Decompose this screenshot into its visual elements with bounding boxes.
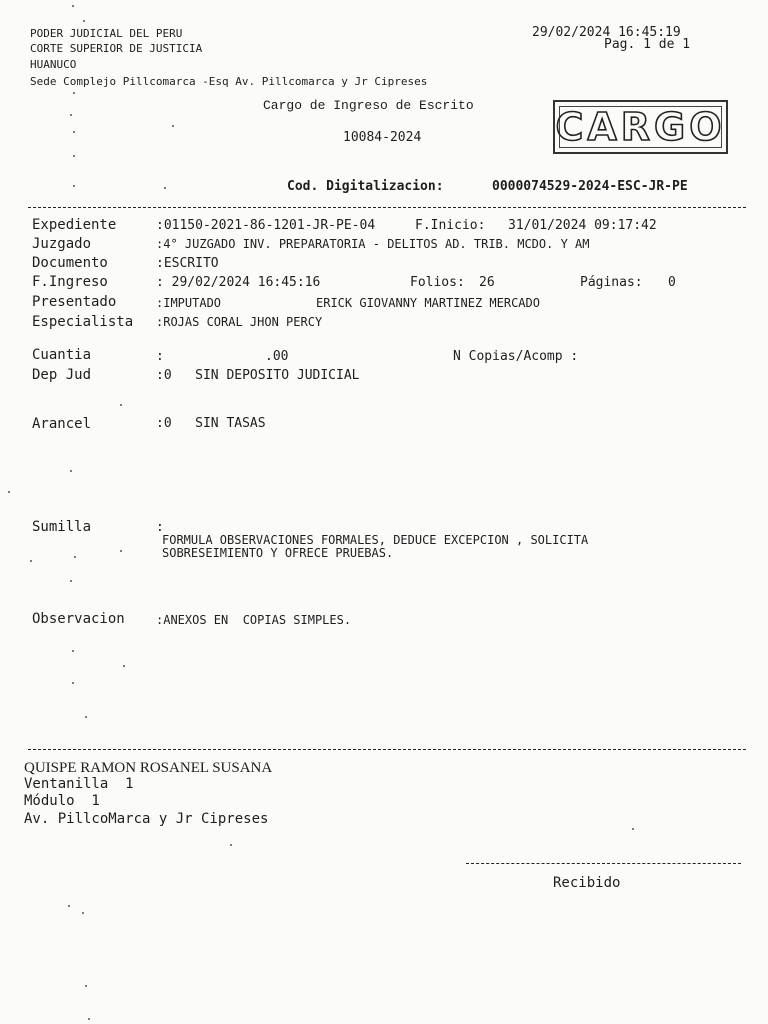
sumilla-label: Sumilla [32, 519, 92, 535]
scan-speck [123, 665, 125, 667]
folios-label: Folios: [410, 275, 465, 290]
fecha-ingreso-value: : 29/02/2024 16:45:16 [156, 275, 321, 290]
juzgado-value: :4° JUZGADO INV. PREPARATORIA - DELITOS AD. TRIB. MCDO. Y AM [156, 237, 590, 251]
documento-label: Documento [32, 255, 108, 271]
scan-speck [72, 5, 74, 7]
recibido-label: Recibido [553, 875, 621, 891]
cuantia-label: Cuantia [32, 347, 92, 363]
scan-speck [70, 580, 72, 582]
fecha-inicio-value: 31/01/2024 09:17:42 [508, 218, 657, 233]
separator-bottom [28, 749, 746, 750]
scan-speck [632, 828, 634, 830]
cod-digitalizacion-value: 0000074529-2024-ESC-JR-PE [492, 179, 688, 194]
separator-top [28, 207, 746, 208]
scan-speck [72, 650, 74, 652]
scan-speck [73, 185, 75, 187]
especialista-value: :ROJAS CORAL JHON PERCY [156, 315, 323, 329]
scan-speck [120, 404, 122, 406]
modulo: Módulo 1 [24, 793, 100, 809]
observacion-label: Observacion [32, 611, 125, 627]
scan-speck [120, 550, 122, 552]
expediente-label: Expediente [32, 217, 117, 233]
scan-speck [74, 556, 76, 558]
scan-speck [30, 560, 32, 562]
scan-speck [8, 491, 10, 493]
org-line-3: HUANUCO [30, 58, 77, 71]
observacion-value: :ANEXOS EN COPIAS SIMPLES. [156, 613, 352, 627]
signature-line [466, 863, 741, 864]
sede-line: Sede Complejo Pillcomarca -Esq Av. Pillcomarca y Jr Cipreses [30, 75, 428, 88]
sumilla-colon: : [156, 520, 164, 535]
scan-speck [83, 20, 85, 22]
scan-speck [230, 844, 232, 846]
cargo-stamp [553, 100, 728, 154]
scan-speck [73, 131, 75, 133]
cargo-stamp-frame [555, 105, 726, 149]
scan-speck [88, 1018, 90, 1020]
especialista-label: Especialista [32, 314, 134, 330]
document-number: 10084-2024 [343, 130, 422, 145]
page-indicator: Pag. 1 de 1 [604, 37, 691, 52]
dep-jud-value: :0 SIN DEPOSITO JUDICIAL [156, 368, 360, 383]
scan-speck [73, 92, 75, 94]
paginas-label: Páginas: [580, 275, 643, 290]
operator-name: QUISPE RAMON ROSANEL SUSANA [24, 760, 273, 776]
scan-speck [172, 125, 174, 127]
fecha-inicio-label: F.Inicio: [415, 218, 486, 233]
cargo-stamp-text: CARGO [555, 105, 726, 149]
presentado-label: Presentado [32, 294, 117, 310]
juzgado-label: Juzgado [32, 236, 92, 252]
scan-speck [85, 985, 87, 987]
scan-speck [72, 682, 74, 684]
cuantia-colon: : [156, 349, 164, 364]
footer-address: Av. PillcoMarca y Jr Cipreses [24, 811, 269, 827]
scan-speck [70, 114, 72, 116]
presentado-value: :IMPUTADO [156, 296, 222, 310]
expediente-value: :01150-2021-86-1201-JR-PE-04 [156, 218, 376, 233]
arancel-label: Arancel [32, 416, 92, 432]
arancel-value: :0 SIN TASAS [156, 416, 266, 431]
sumilla-line-2: SOBRESEIMIENTO Y OFRECE PRUEBAS. [162, 546, 394, 560]
scan-speck [85, 716, 87, 718]
ventanilla: Ventanilla 1 [24, 776, 134, 792]
org-line-1: PODER JUDICIAL DEL PERU [30, 27, 183, 40]
print-datetime: 29/02/2024 16:45:19 [532, 25, 681, 40]
cod-digitalizacion-label: Cod. Digitalizacion: [287, 179, 444, 194]
scan-speck [73, 155, 75, 157]
folios-value: 26 [479, 275, 495, 290]
scan-speck [70, 470, 72, 472]
fecha-ingreso-label: F.Ingreso [32, 274, 108, 290]
org-line-2: CORTE SUPERIOR DE JUSTICIA [30, 42, 203, 55]
sumilla-line-1: FORMULA OBSERVACIONES FORMALES, DEDUCE EXCEPCION , SOLICITA [162, 533, 589, 547]
scan-speck [82, 912, 84, 914]
paginas-value: 0 [668, 275, 676, 290]
cuantia-value: .00 [265, 349, 289, 364]
scan-speck [164, 187, 166, 189]
documento-value: :ESCRITO [156, 256, 219, 271]
document-title: Cargo de Ingreso de Escrito [263, 98, 474, 113]
presentado-name: ERICK GIOVANNY MARTINEZ MERCADO [316, 296, 540, 310]
n-copias-label: N Copias/Acomp : [453, 349, 579, 364]
scan-speck [68, 905, 70, 907]
dep-jud-label: Dep Jud [32, 367, 92, 383]
